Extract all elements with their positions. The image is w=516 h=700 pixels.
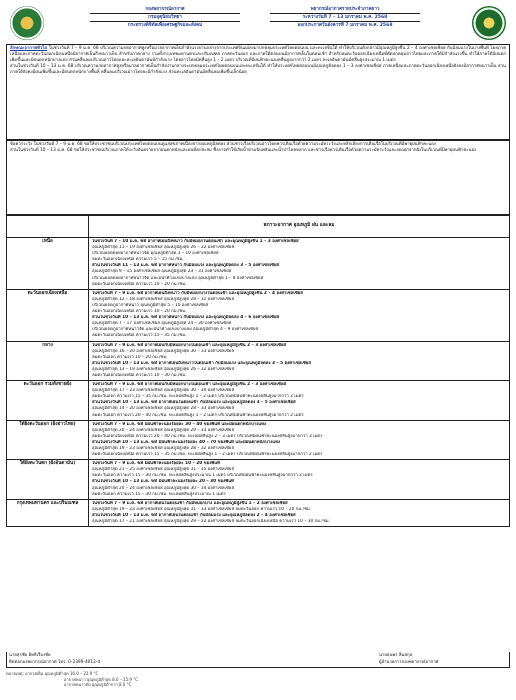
forecast-title-block [270, 6, 420, 30]
tmd-logo [10, 6, 44, 40]
region-forecast [89, 460, 510, 500]
issue-date: ออกประกาศวันอังคารที่ 7 มกราคม พ.ศ. 2568 [297, 23, 393, 28]
forecast-line: อุณหภูมิต่ำสุด 21 – 25 องศาเซลเซียส อุณหภูมิสูงสุด 31 – 35 องศาเซลเซียส [92, 467, 235, 473]
forecast-line: ส่วนในช่วงวันที่ 10 – 13 ม.ค. 68 มีฝนฟ้าคะนองร้อยละ 40 – 70 ของพื้นที่ และมีฝนตกหนักบางแห่ง [92, 439, 281, 445]
document-footer [6, 652, 510, 688]
situation-label: ลักษณะอากาศทั่วไป [10, 46, 48, 51]
agency-block [90, 6, 240, 30]
note-line: หมายเหตุ: อากาศเย็น อุณหภูมิต่ำสุด 16.0 – 22.9 °C [6, 671, 99, 676]
forecast-line: ในช่วงวันที่ 7 – 9 ม.ค. 68 อากาศเย็นถึงหนาว กับมีหมอกบางในตอนเช้า และอุณหภูมิสูงขึ้น 2 – 4 องศาเซลเซียส [92, 290, 303, 296]
warning-paragraph-1: ข้อควรระวัง ในช่วงวันที่ 7 – 9 ม.ค. 68 ขอให้ประชาชนบริเวณประเทศไทยตอนบนดูแลสุขภาพเนื่องจากอุณหภูมิลดลง ส่วนชาวเรือบริเวณอ่าวไทยควรเดินเรือด้วยความระมัดระวังและหลีกเลี่ยงการเดินเรือในบริเวณที่มีพายุฝนฟ้าคะนอง [10, 142, 436, 147]
forecast-line: อุณหภูมิต่ำสุด 11 – 19 องศาเซลเซียส อุณหภูมิสูงสุด 26 – 32 องศาเซลเซียส [92, 245, 235, 251]
forecaster-name: นายสุรชัย อิทธิเรืองชัย [9, 653, 51, 658]
table-row [7, 381, 510, 421]
forecast-line: ลมตะวันออก ความเร็ว 10 – 20 กม./ชม. [92, 354, 168, 360]
forecast-document [6, 4, 510, 696]
ministry-logo [472, 6, 506, 40]
temperature-notes [6, 671, 510, 688]
forecast-line: ลมตะวันออกเฉียงเหนือ ความเร็ว 10 – 20 กม./ชม. [92, 309, 187, 315]
note-line: อากาศหนาว อุณหภูมิต่ำสุด 8.0 – 15.9 °C [64, 676, 139, 682]
forecast-title: พยากรณ์อากาศรายประจำภาคยาว [270, 6, 420, 14]
signature-row [6, 652, 510, 668]
situation-paragraph-1: ลักษณะอากาศทั่วไป ในช่วงวันที่ 7 – 9 ม.ค. 68 บริเวณความกดอากาศสูงหรือมวลอากาศเย็นกำลังแรงปานกลางจากประเทศจีนแผ่ลงมาปกคลุมประเทศไทยตอนบน และทะเลจีนใต้ ทำให้บริเวณดังกล่าวมีอุณหภูมิสูงขึ้น 2 – 4 องศาเซลเซียส กับมีลมแรงในบางพื้นที่ โดยภาคเหนือและภาคตะวันออกเฉียงเหนือมีอากาศเย็นถึงหนาวเย็น สำหรับภาคกลาง รวมทั้งกรุงเทพมหานครและปริมณฑล ภาคตะวันออก และภาคใต้ตอนบนมีอากาศเย็นในตอนเช้า สำหรับลมตะวันออกเฉียงเหนือที่พัดปกคลุมอ่าวไทยและภาคใต้มีกำลังแรงขึ้น ทำให้ภาคใต้มีฝนตกเพิ่มขึ้นและมีฝนตกหนักบางแห่ง ส่วนคลื่นลมบริเวณอ่าวไทยและทะเลอันดามันมีกำลังแรง โดยอ่าวไทยมีคลื่นสูง 1 – 2 เมตร บริเวณที่มีฝนฟ้าคะนองคลื่นสูงมากกว่า 2 เมตร ทะเลอันดามันมีคลื่นสูงประมาณ 1 เมตร [10, 46, 506, 64]
warning-paragraph-2: ส่วนในช่วงวันที่ 10 – 13 ม.ค. 68 ขอให้ประชาชนบริเวณภาคใต้ระวังอันตรายจากฝนตกหนักและฝนที่ตกสะสม ซึ่งอาจทำให้เกิดน้ำท่วมฉับพลันและน้ำป่าไหลหลาก และชาวเรือควรเดินเรือด้วยความระมัดระวังและงดออกจากฝั่งในบริเวณที่มีพายุฝนฟ้าคะนอง [10, 148, 477, 154]
forecast-line: ส่วนในช่วงวันที่ 10 – 13 ม.ค. 68 อากาศเย็นในตอนเช้า กับมีลมแรง และอุณหภูมิลดลง 2 – 4 องศาเซลเซียส [92, 512, 296, 518]
region-forecast [89, 238, 510, 290]
forecast-line: ในช่วงวันที่ 7 – 9 ม.ค. 68 อากาศเย็นกับมีหมอกบางในตอนเช้า และอุณหภูมิสูงขึ้น 2 – 3 องศาเซลเซียส [92, 382, 287, 388]
forecast-line: ลมตะวันออกเฉียงเหนือ ความเร็ว 15 – 35 กม./ชม. [92, 333, 187, 339]
forecast-line: ลมตะวันออกเฉียงเหนือ ความเร็ว 10 – 30 กม./ชม. [92, 372, 187, 378]
document-header [6, 4, 510, 44]
note-line: อากาศหนาวจัด อุณหภูมิต่ำกว่า 8.0 °C [64, 682, 132, 688]
conditions-header: สภาวะอากาศ อุณหภูมิ ฝน และลม [89, 216, 510, 238]
table-row [7, 341, 510, 381]
forecast-line: ส่วนในช่วงวันที่ 10 – 13 ม.ค. 68 มีฝนฟ้าคะนองร้อยละ 20 – 30 ของพื้นที่ [92, 479, 234, 485]
region-name: ตะวันออก รวมทั้งชายฝั่ง [7, 381, 89, 421]
general-situation [6, 44, 510, 140]
forecast-line: ในช่วงวันที่ 7 – 9 ม.ค. 68 อากาศเย็นกับมีหมอกบางในตอนเช้า และอุณหภูมิสูงขึ้น 2 – 3 องศาเซลเซียส [92, 342, 287, 348]
table-row [7, 499, 510, 526]
region-forecast [89, 289, 510, 341]
forecast-line: บริเวณยอดดอยอากาศหนาวจัด และมีน้ำค้างแข็งบางแห่ง อุณหภูมิต่ำสุด 1 – 8 องศาเซลเซียส [92, 275, 264, 281]
forecast-line: ลมตะวันออก ความเร็ว 15 – 35 กม./ชม. ทะเลมีคลื่นสูง 1 – 2 เมตร บริเวณที่มีฝนฟ้าคะนองคลื่นสูงมากกว่า 2 เมตร [92, 394, 304, 400]
forecast-line: อุณหภูมิต่ำสุด 17 – 21 องศาเซลเซียส อุณหภูมิสูงสุด 29 – 32 องศาเซลเซียส ลมตะวันออกเฉียงเหนือ ความเร็ว 10 – 30 กม./ชม. [92, 519, 330, 525]
forecast-line: ส่วนในช่วงวันที่ 10 – 13 ม.ค. 68 อากาศเย็นในตอนเช้า กับมีลมแรง และอุณหภูมิลดลง 3 – 5 องศาเซลเซียส [92, 400, 296, 406]
agency-department: กรมอุตุนิยมวิทยา [90, 14, 240, 22]
director-name: นายธนพร ลิ่มสกุล [379, 653, 413, 658]
region-forecast [89, 381, 510, 421]
region-header [7, 216, 89, 238]
forecast-line: ลมตะวันออกเฉียงเหนือ ความเร็ว 10 – 20 กม./ชม. [92, 281, 187, 287]
forecast-line: อุณหภูมิต่ำสุด 19 – 23 องศาเซลเซียส อุณหภูมิสูงสุด 31 – 33 องศาเซลเซียส ลมตะวันออก ความเร็ว 10 – 20 กม./ชม. [92, 506, 312, 512]
table-row [7, 289, 510, 341]
forecast-line: ในช่วงวันที่ 7 – 10 ม.ค. 68 อากาศเย็นถึงหนาว กับมีหมอกในตอนเช้า และอุณหภูมิสูงขึ้น 1 – 3 องศาเซลเซียส [92, 239, 299, 244]
table-row [7, 460, 510, 500]
forecast-line: ลมตะวันออก ความเร็ว 20 – 40 กม./ชม. ทะเลมีคลื่นสูง 1 – 2 เมตร บริเวณที่มีฝนฟ้าคะนองคลื่นสูงมากกว่า 2 เมตร [92, 412, 304, 418]
region-forecast [89, 420, 510, 460]
director-role: ผู้อำนวยการกองพยากรณ์อากาศ [379, 660, 439, 665]
situation-paragraph-2: ส่วนในช่วงวันที่ 10 – 13 ม.ค. 68 บริเวณความกดอากาศสูงหรือมวลอากาศเย็นกำลังปานกลางจะปกคลุมประเทศไทยตอนบนและทะเลจีนใต้ ทำให้ประเทศไทยตอนบนมีอุณหภูมิลดลง 1 – 3 องศาเซลเซียส ภาคเหนือและภาคตะวันออกเฉียงเหนือยังคงมีอากาศหนาวเย็น ส่วนภาคใต้ยังคงมีฝนเพิ่มขึ้นและมีฝนตกหนักบางพื้นที่ คลื่นลมบริเวณอ่าวไทยจะมีกำลังแรง ส่วนทะเลอันดามันมีคลื่นลมเพิ่มขึ้นเล็กน้อย [10, 64, 506, 76]
forecast-line: ในช่วงวันที่ 7 – 9 ม.ค. 68 อากาศเย็นในตอนเช้า กับมีหมอกบาง และอุณหภูมิสูงขึ้น 1 – 2 องศาเซลเซียส [92, 500, 288, 506]
forecast-line: อุณหภูมิต่ำสุด 20 – 24 องศาเซลเซียส อุณหภูมิสูงสุด 29 – 33 องศาเซลเซียส [92, 427, 235, 433]
region-name: กรุงเทพมหานคร และปริมณฑล [7, 499, 89, 526]
region-name: ใต้ฝั่งตะวันตก (ฝั่งอันดามัน) [7, 460, 89, 500]
forecast-line: ลมตะวันออก ความเร็ว 15 – 30 กม./ชม. ทะเลมีคลื่นสูงประมาณ 1 เมตร บริเวณที่มีฝนฟ้าคะนองคลื่นสูงมากกว่า 2 เมตร [92, 473, 313, 479]
forecast-line: ส่วนในช่วงวันที่ 11 – 13 ม.ค. 68 อากาศหนาว กับมีลมแรง และอุณหภูมิลดลง 3 – 5 องศาเซลเซียส [92, 263, 280, 269]
forecast-line: บริเวณยอดดอยอากาศหนาวจัด อุณหภูมิต่ำสุด 3 – 10 องศาเซลเซียส [92, 251, 219, 257]
forecast-line: อุณหภูมิต่ำสุด 7 – 17 องศาเซลเซียส อุณหภูมิสูงสุด 24 – 30 องศาเซลเซียส [92, 321, 232, 327]
region-name: ใต้ฝั่งตะวันออก (ฝั่งอ่าวไทย) [7, 420, 89, 460]
table-row [7, 420, 510, 460]
forecast-line: บริเวณยอดภูอากาศหนาว อุณหภูมิต่ำสุด 5 – 10 องศาเซลเซียส [92, 302, 209, 308]
forecast-line: ในช่วงวันที่ 7 – 9 ม.ค. 68 มีฝนฟ้าคะนองร้อยละ 30 – 40 ของพื้นที่ และมีฝนตกหนักบางแห่ง [92, 421, 267, 427]
table-header-row [7, 216, 510, 238]
forecast-line: อุณหภูมิต่ำสุด 19 – 23 องศาเซลเซียส อุณหภูมิสูงสุด 28 – 32 องศาเซลเซียส [92, 446, 235, 451]
agency-ministry: กระทรวงดิจิทัลเพื่อเศรษฐกิจและสังคม [127, 23, 203, 28]
forecast-line: ลมตะวันออกเฉียงเหนือ ความเร็ว 20 – 40 กม./ชม. ทะเลมีคลื่นสูง 2 – 3 เมตร บริเวณที่มีฝนฟ้าคะนองคลื่นสูงมากกว่า 3 เมตร [92, 433, 323, 439]
forecast-line: อุณหภูมิต่ำสุด 16 – 20 องศาเซลเซียส อุณหภูมิสูงสุด 30 – 33 องศาเซลเซียส [92, 348, 235, 354]
forecast-line: บริเวณยอดภูอากาศหนาวจัด และมีน้ำค้างแข็งบางแห่ง อุณหภูมิต่ำสุด 4 – 9 องศาเซลเซียส [92, 327, 259, 333]
forecast-line: อุณหภูมิต่ำสุด 20 – 24 องศาเซลเซียส อุณหภูมิสูงสุด 30 – 34 องศาเซลเซียส [92, 485, 235, 491]
forecast-line: อุณหภูมิต่ำสุด 17 – 23 องศาเซลเซียส อุณหภูมิสูงสุด 30 – 34 องศาเซลเซียส [92, 388, 235, 394]
forecast-line: ในช่วงวันที่ 7 – 9 ม.ค. 68 มีฝนฟ้าคะนองร้อยละ 10 – 20 ของพื้นที่ [92, 461, 220, 467]
agency-division: กองพยากรณ์อากาศ [90, 6, 240, 14]
region-name: กลาง [7, 341, 89, 381]
region-forecast [89, 341, 510, 381]
region-name: ตะวันออกเฉียงเหนือ [7, 289, 89, 341]
forecast-line: อุณหภูมิต่ำสุด 14 – 20 องศาเซลเซียส อุณหภูมิสูงสุด 28 – 33 องศาเซลเซียส [92, 406, 235, 412]
forecast-line: อุณหภูมิต่ำสุด 12 – 18 องศาเซลเซียส อุณหภูมิสูงสุด 28 – 31 องศาเซลเซียส [92, 296, 235, 302]
forecast-line: ลมตะวันออกเฉียงเหนือ ความเร็ว 15 – 35 กม./ชม. ทะเลมีคลื่นสูง 1 – 2 เมตร บริเวณที่มีฝนฟ้าคะนองคลื่นสูงมากกว่า 2 เมตร [92, 452, 323, 458]
forecast-line: ส่วนในช่วงวันที่ 10 – 13 ม.ค. 68 อากาศหนาว กับมีลมแรง และอุณหภูมิลดลง 4 – 6 องศาเซลเซียส [92, 315, 280, 321]
forecast-line: อุณหภูมิต่ำสุด 13 – 19 องศาเซลเซียส อุณหภูมิสูงสุด 26 – 32 องศาเซลเซียส [92, 366, 235, 372]
regional-forecast-table [6, 215, 510, 527]
table-body [7, 238, 510, 527]
table-row [7, 238, 510, 290]
forecast-line: ส่วนในช่วงวันที่ 10 – 13 ม.ค. 68 อากาศเย็นถึงหนาวในตอนเช้า กับมีลมแรง และอุณหภูมิลดลง 3 – 5 องศาเซลเซียส [92, 360, 311, 366]
forecast-period: ระหว่างวันที่ 7 – 13 มกราคม พ.ศ. 2568 [270, 14, 420, 22]
forecast-line: ลมตะวันออก ความเร็ว 15 – 30 กม./ชม. ทะเลมีคลื่นสูงประมาณ 1 เมตร [92, 491, 226, 497]
warnings [6, 140, 510, 215]
forecast-line: ลมตะวันออกเฉียงเหนือ ความเร็ว 5 – 15 กม./ชม. [92, 257, 184, 263]
forecaster-contact: ติดต่อกองพยากรณ์อากาศ โทร. 0-2399-4012-4 [9, 660, 101, 665]
region-name: เหนือ [7, 238, 89, 290]
region-forecast [89, 499, 510, 526]
forecast-line: อุณหภูมิต่ำสุด 9 – 15 องศาเซลเซียส อุณหภูมิสูงสุด 23 – 31 องศาเซลเซียส [92, 269, 232, 275]
